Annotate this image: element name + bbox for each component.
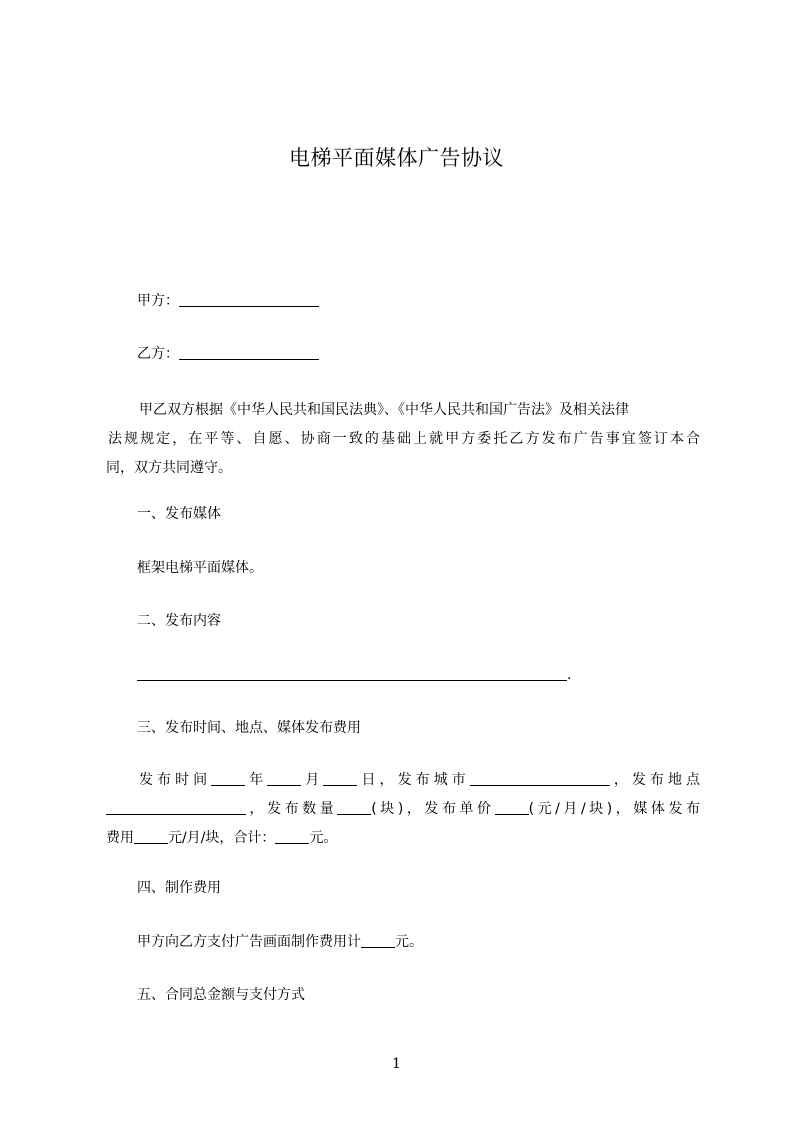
section-4-heading: 四、制作费用 xyxy=(137,880,221,896)
party-a-label: 甲方： xyxy=(137,293,179,309)
party-a-blank xyxy=(179,292,319,307)
party-b-label: 乙方： xyxy=(137,346,179,362)
blank-total xyxy=(275,829,309,844)
party-b-line xyxy=(137,345,319,363)
content-blank xyxy=(137,666,567,681)
blank-city xyxy=(470,771,610,786)
section-4-text xyxy=(137,933,423,951)
blank-day xyxy=(323,771,357,786)
label-media-fee: (元/月/块)，媒体发布 xyxy=(528,801,700,817)
label-year: 年 xyxy=(245,772,268,788)
blank-place xyxy=(106,800,246,815)
section-3-paragraph xyxy=(106,766,700,853)
production-fee-text: 甲方向乙方支付广告画面制作费用计 xyxy=(137,934,361,950)
label-time: 发布时间 xyxy=(139,772,212,788)
production-fee-unit: 元。 xyxy=(395,934,423,950)
section-2-content-line xyxy=(137,666,571,684)
blank-quantity xyxy=(337,800,371,815)
content-trailing-period: . xyxy=(567,667,572,683)
section-3-line-3 xyxy=(106,824,700,853)
blank-year xyxy=(211,771,245,786)
intro-line-2: 法规规定，在平等、自愿、协商一致的基础上就甲方委托乙方发布广告事宜签订本合 xyxy=(108,431,700,447)
label-place: ，发布地点 xyxy=(609,772,701,788)
page-number: 1 xyxy=(392,1056,401,1072)
blank-unit-price xyxy=(495,800,529,815)
party-b-blank xyxy=(179,345,319,360)
blank-month xyxy=(267,771,301,786)
label-yuan: 元。 xyxy=(309,830,338,846)
label-quantity: ，发布数量 xyxy=(246,801,338,817)
section-5-heading: 五、合同总金额与支付方式 xyxy=(137,987,305,1003)
section-3-line-1 xyxy=(106,766,700,795)
section-1-text: 框架电梯平面媒体。 xyxy=(137,560,263,576)
intro-line-1: 甲乙双方根据《中华人民共和国民法典》、《中华人民共和国广告法》及相关法律 xyxy=(139,402,629,418)
party-a-line xyxy=(137,292,319,310)
document-title: 电梯平面媒体广告协议 xyxy=(289,146,504,170)
label-month: 月 xyxy=(301,772,324,788)
intro-paragraph xyxy=(106,396,700,483)
section-3-heading: 三、发布时间、地点、媒体发布费用 xyxy=(137,720,361,736)
section-2-heading: 二、发布内容 xyxy=(137,613,221,629)
label-unit-price: (块)，发布单价 xyxy=(371,801,495,817)
section-1-heading: 一、发布媒体 xyxy=(137,506,221,522)
section-3-line-2 xyxy=(106,795,700,824)
label-day-city: 日，发布城市 xyxy=(357,772,470,788)
label-fee: 费用 xyxy=(106,830,134,846)
intro-line-3: 同，双方共同遵守。 xyxy=(106,460,232,476)
label-fee-unit-total: 元/月/块，合计： xyxy=(168,830,276,846)
blank-production-fee xyxy=(361,933,395,948)
blank-fee xyxy=(134,829,168,844)
